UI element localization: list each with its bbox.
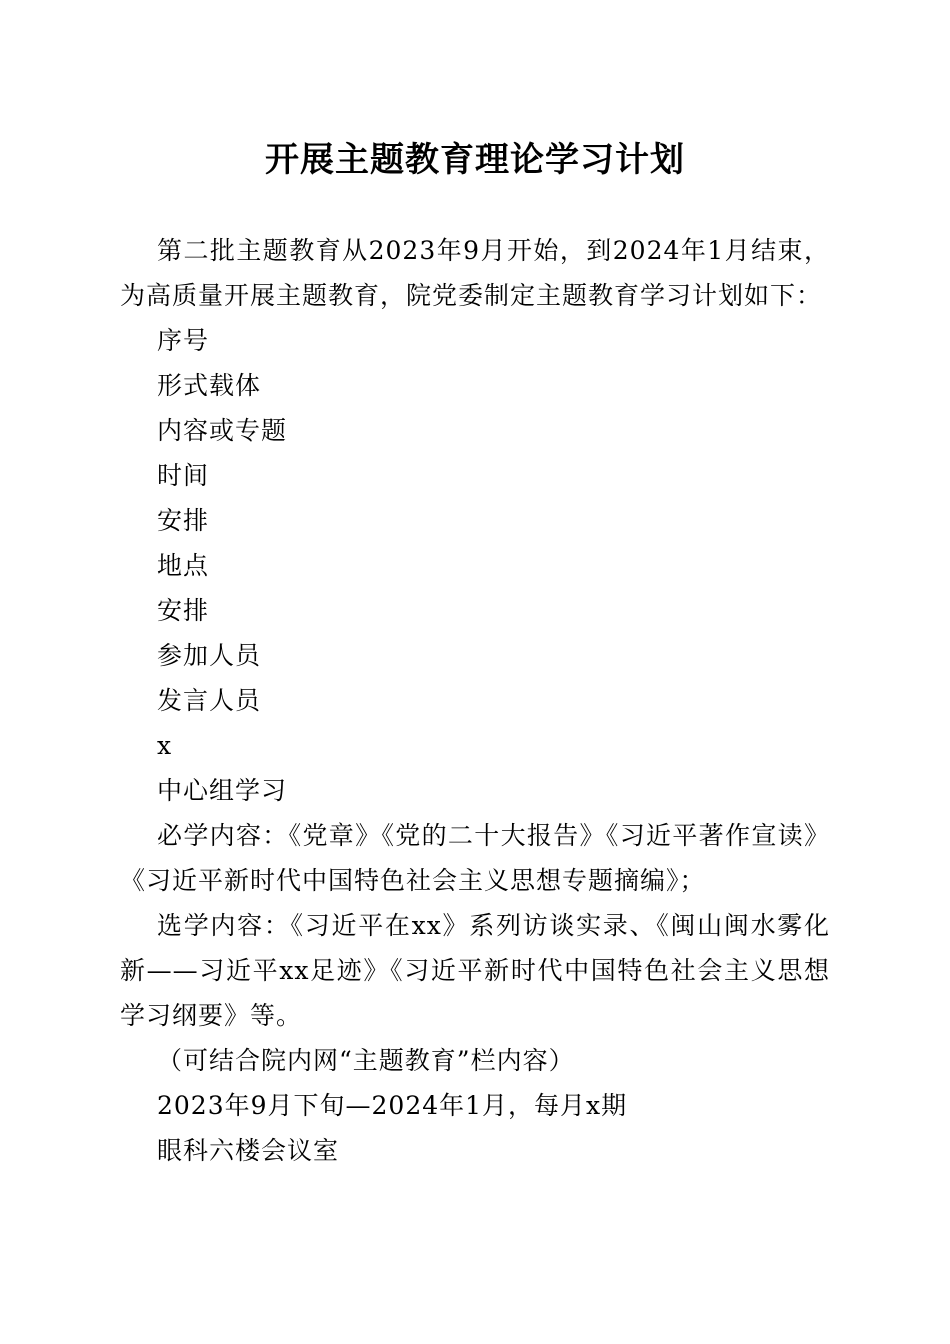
header-location: 地点 [157,551,210,580]
header-time: 时间 [157,461,210,490]
note-line: （可结合院内网“主题教育”栏内容） [157,1046,575,1075]
header-content-topic: 内容或专题 [157,416,288,445]
document-title: 开展主题教育理论学习计划 [265,140,685,180]
document-body [120,228,830,1173]
intro-paragraph: 第二批主题教育从2023年9月开始，到2024年1月结束，为高质量开展主题教育，院党委制定主题教育学习计划如下： [120,236,830,310]
header-speakers: 发言人员 [157,686,262,715]
header-time-arrangement: 安排 [157,506,210,535]
header-serial-number: 序号 [157,326,210,355]
row-number: x [157,731,173,760]
required-content-paragraph: 必学内容：《党章》《党的二十大报告》《习近平著作宣读》《习近平新时代中国特色社会主义思想专题摘编》； [120,821,830,895]
header-form: 形式载体 [157,371,262,400]
location-line: 眼科六楼会议室 [157,1136,340,1165]
header-location-arrangement: 安排 [157,596,210,625]
time-schedule: 2023年9月下旬—2024年1月，每月x期 [157,1091,628,1120]
optional-content-paragraph: 选学内容：《习近平在xx》系列访谈实录、《闽山闽水雾化新——习近平xx足迹》《习近平新时代中国特色社会主义思想学习纲要》等。 [120,911,830,1030]
row-form: 中心组学习 [157,776,288,805]
header-participants: 参加人员 [157,641,262,670]
